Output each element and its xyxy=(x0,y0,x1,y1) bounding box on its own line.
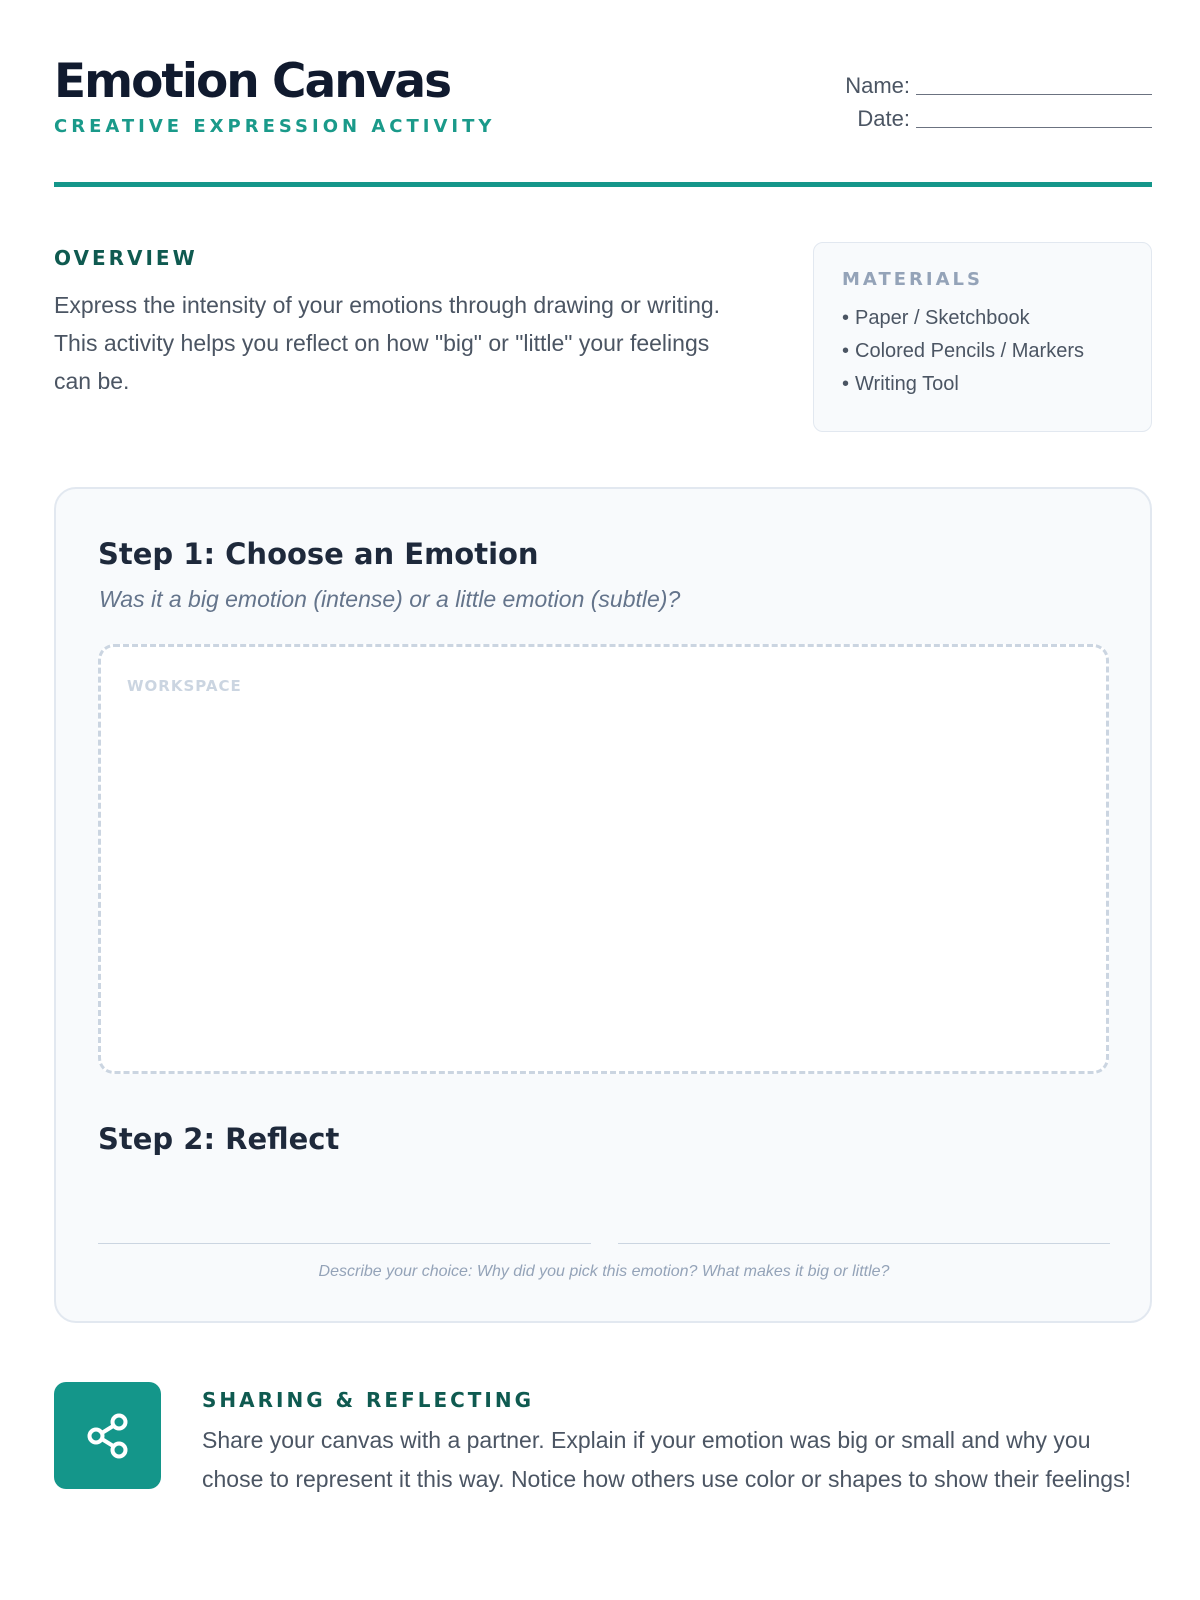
workspace-area[interactable] xyxy=(98,644,1109,1074)
step2-title: Step 2: Reflect xyxy=(98,1122,340,1156)
materials-box xyxy=(813,242,1152,432)
materials-item-label: Writing Tool xyxy=(855,373,959,395)
page-title: Emotion Canvas xyxy=(54,54,451,109)
materials-item-label: Paper / Sketchbook xyxy=(855,307,1030,329)
sharing-heading: SHARING & REFLECTING xyxy=(202,1388,535,1412)
materials-item: • Colored Pencils / Markers xyxy=(842,340,1084,362)
page-subtitle: CREATIVE EXPRESSION ACTIVITY xyxy=(54,116,496,137)
reflection-hint: Describe your choice: Why did you pick this emotion? What makes it big or little? xyxy=(318,1263,890,1280)
steps-card xyxy=(54,487,1152,1323)
overview-heading: OVERVIEW xyxy=(54,246,198,270)
date-row xyxy=(812,99,1152,132)
date-label: Date: xyxy=(857,106,910,131)
materials-heading: MATERIALS xyxy=(842,269,983,290)
name-label: Name: xyxy=(845,73,910,98)
name-field[interactable] xyxy=(916,94,1152,95)
step1-subtitle: Was it a big emotion (intense) or a little emotion (subtle)? xyxy=(99,586,681,612)
materials-item: • Paper / Sketchbook xyxy=(842,307,1030,329)
overview-text: Express the intensity of your emotions through drawing or writing. This activity helps you reflect on how "big" or "little" your feelings can be. xyxy=(54,292,721,394)
sharing-text: Share your canvas with a partner. Explain if your emotion was big or small and why you chose to represent it this way. Notice how others use color or shapes to show their feelings! xyxy=(202,1427,1131,1492)
name-row xyxy=(812,66,1152,99)
reflection-line-right[interactable] xyxy=(618,1243,1110,1244)
header-divider xyxy=(54,182,1152,187)
name-date-fields xyxy=(812,66,1152,132)
materials-item-label: Colored Pencils / Markers xyxy=(855,340,1084,362)
workspace-label: WORKSPACE xyxy=(127,677,242,695)
date-field[interactable] xyxy=(916,127,1152,128)
step1-title: Step 1: Choose an Emotion xyxy=(98,537,539,571)
worksheet-page xyxy=(54,0,1152,1600)
reflection-line-left[interactable] xyxy=(98,1243,591,1244)
share-icon xyxy=(54,1382,161,1489)
materials-item: • Writing Tool xyxy=(842,373,959,395)
share-icon-glyph xyxy=(82,1410,134,1462)
